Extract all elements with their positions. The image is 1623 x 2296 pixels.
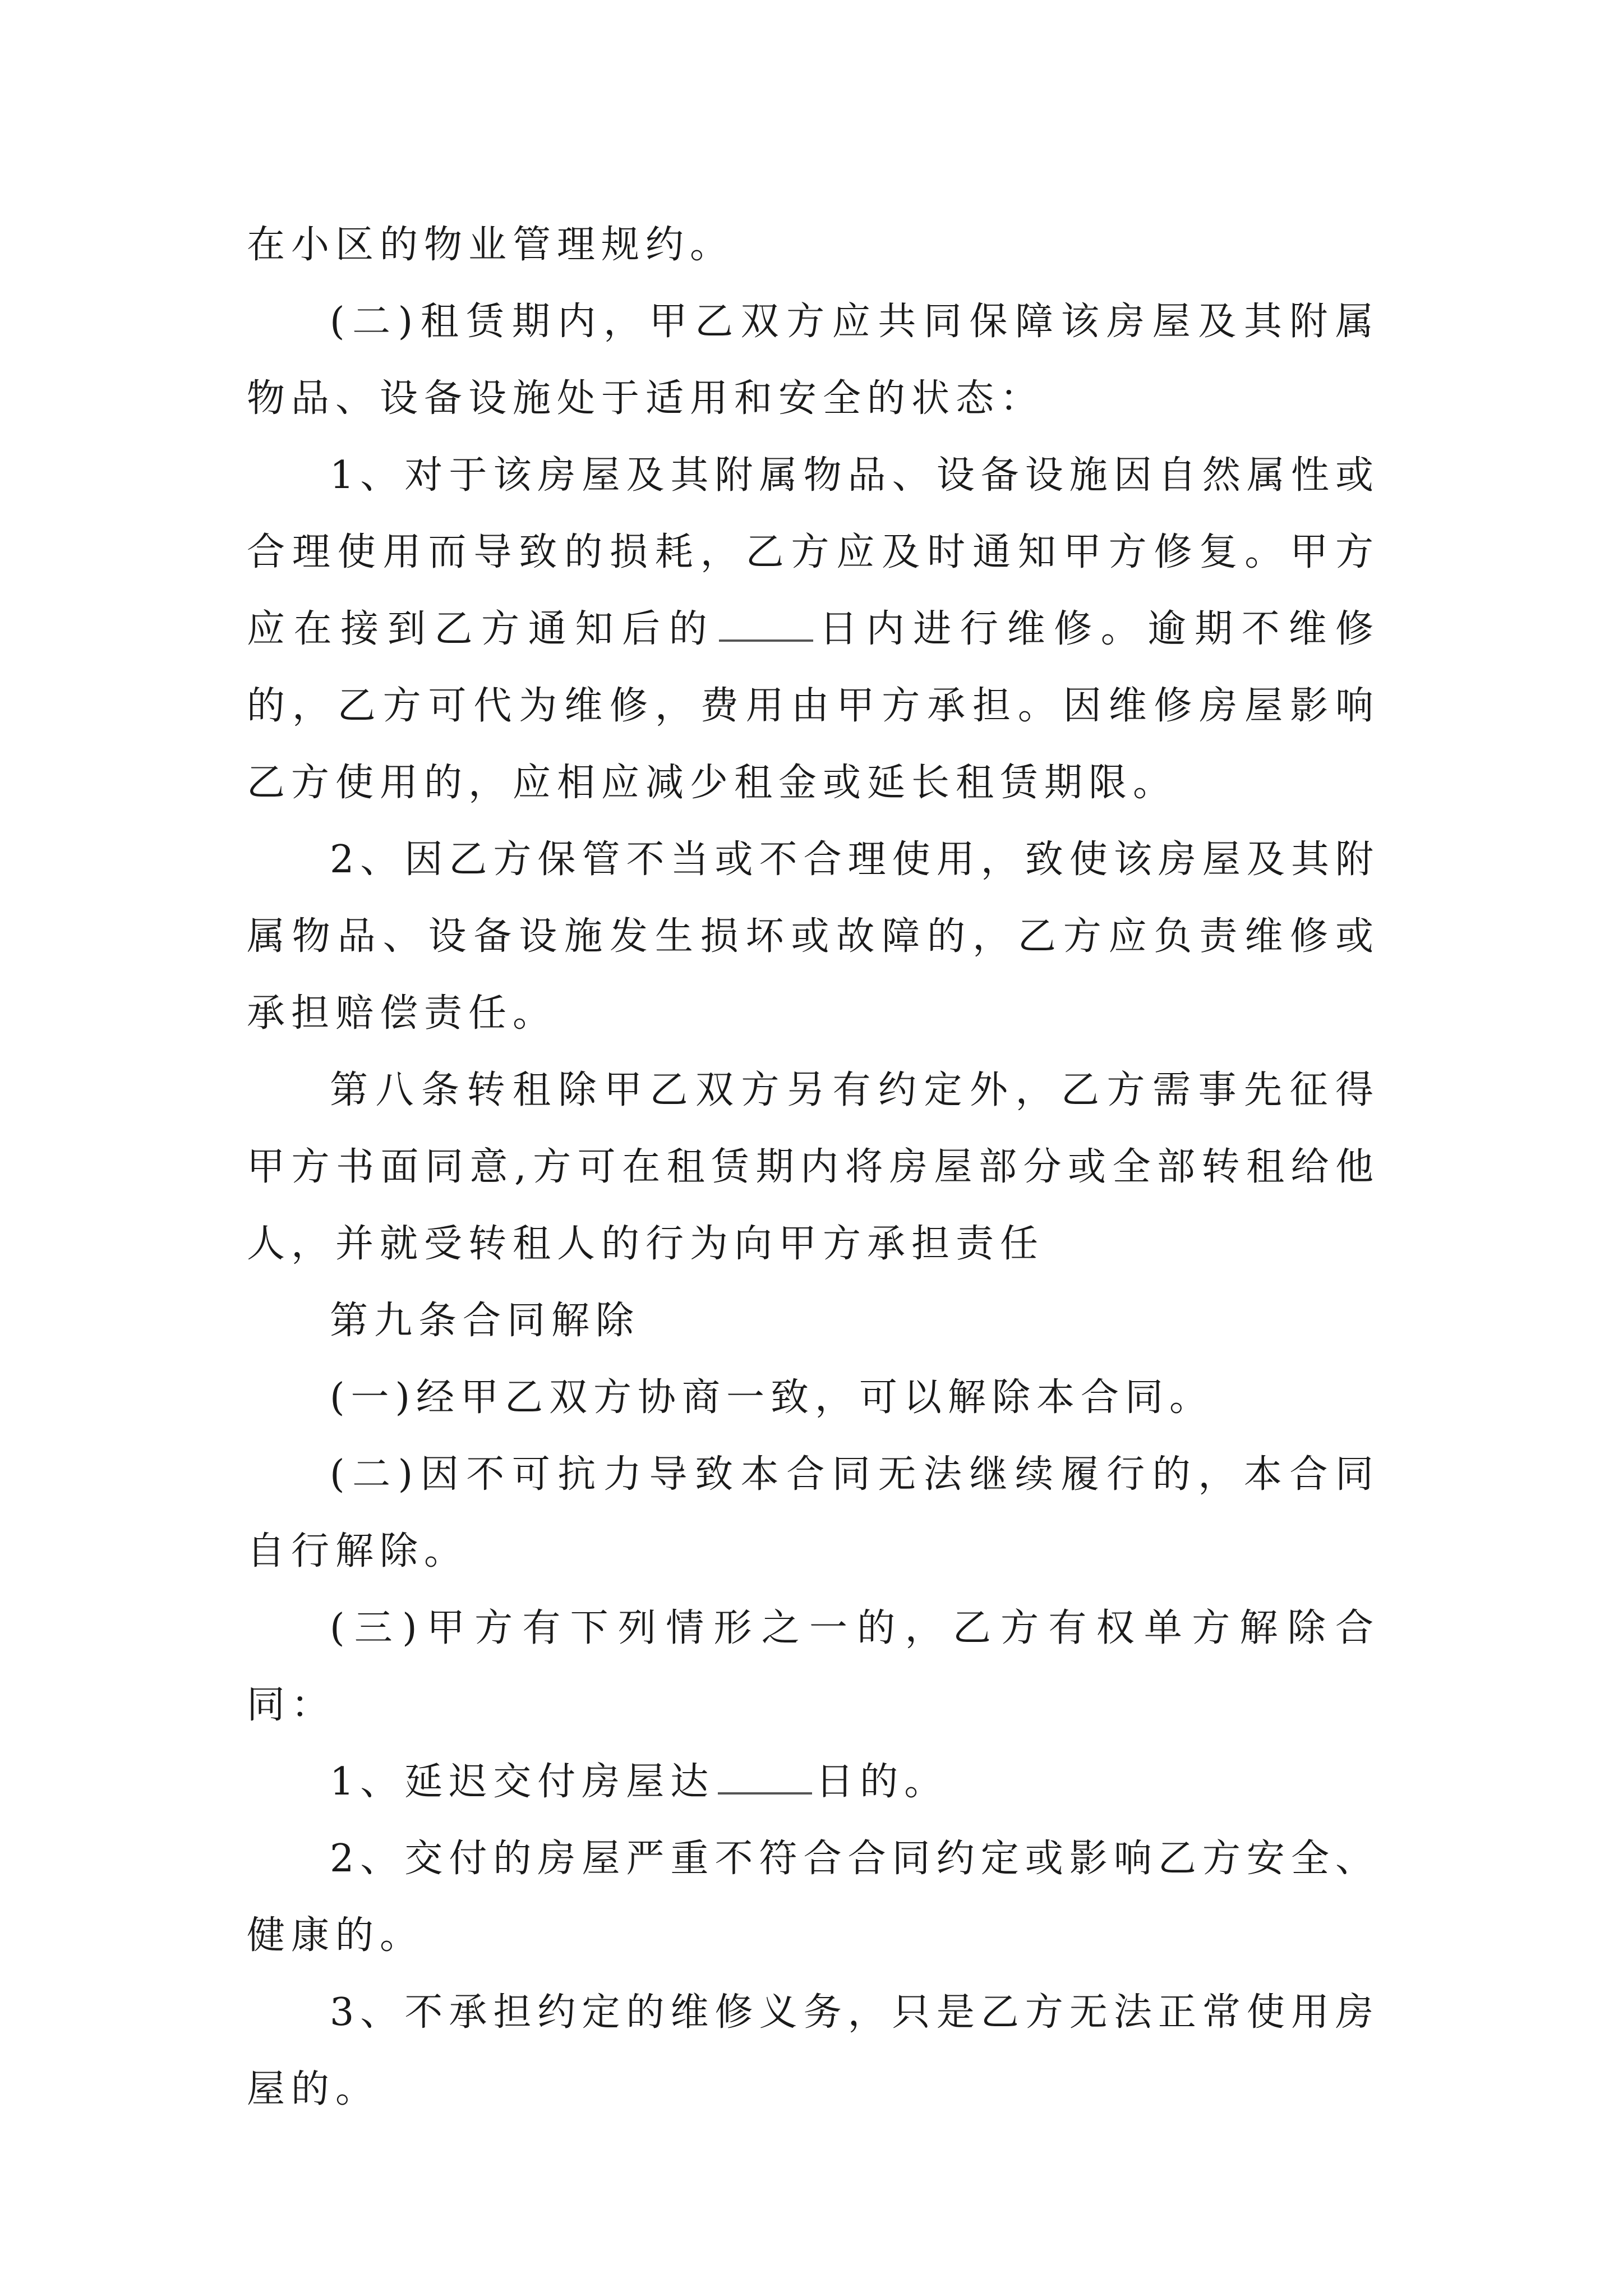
paragraph-unilateral-termination — [247, 1590, 1380, 1743]
paragraph-text: (三)甲方有下列情形之一的，乙方有权单方解除合同： — [247, 1606, 1380, 1727]
paragraph-text: 第九条合同解除 — [330, 1299, 640, 1343]
heading-article-9-termination — [247, 1282, 1380, 1359]
paragraph-text: 第八条转租除甲乙双方另有约定外，乙方需事先征得甲方书面同意,方可在租赁期内将房屋部分或全部转租给他人，并就受转租人的行为向甲方承担责任 — [247, 1068, 1380, 1266]
paragraph-text: (一)经甲乙双方协商一致，可以解除本合同。 — [330, 1375, 1214, 1420]
paragraph-text: (二)因不可抗力导致本合同无法继续履行的，本合同自行解除。 — [247, 1452, 1380, 1573]
paragraph-mutual-termination — [247, 1359, 1380, 1436]
paragraph-article-8-sublease — [247, 1052, 1380, 1282]
paragraph-natural-wear-repair — [247, 437, 1380, 821]
paragraph-property-rules — [247, 206, 1380, 283]
paragraph-text: 2、交付的房屋严重不符合合同约定或影响乙方安全、健康的。 — [247, 1837, 1380, 1958]
fill-in-blank-delay-days — [718, 1764, 812, 1795]
paragraph-text: 1、延迟交付房屋达 — [330, 1760, 715, 1804]
paragraph-text: 3、不承担约定的维修义务，只是乙方无法正常使用房屋的。 — [247, 1990, 1380, 2111]
paragraph-no-repair-obligation — [247, 1974, 1380, 2128]
paragraph-text: 在小区的物业管理规约。 — [247, 223, 735, 267]
paragraph-improper-use-liability — [247, 821, 1380, 1052]
paragraph-text: 1、对于该房屋及其附属物品、设备设施因自然属性或合理使用而导致的损耗，乙方应及时通知甲方修复。甲方应在接到乙方通知后的 — [247, 453, 1380, 651]
paragraph-text-continued: 日的。 — [815, 1760, 949, 1804]
paragraph-text: (二)租赁期内，甲乙双方应共同保障该房屋及其附属物品、设备设施处于适用和安全的状态： — [247, 300, 1380, 421]
paragraph-text-continued: 日内进行维修。逾期不维修的，乙方可代为维修，费用由甲方承担。因维修房屋影响乙方使用的，应相应减少租金或延长租赁期限。 — [247, 607, 1380, 805]
paragraph-maintenance-duty — [247, 283, 1380, 437]
paragraph-delayed-delivery — [247, 1743, 1380, 1820]
document-body — [247, 206, 1380, 2128]
paragraph-force-majeure — [247, 1436, 1380, 1590]
paragraph-nonconforming-house — [247, 1820, 1380, 1974]
paragraph-text: 2、因乙方保管不当或不合理使用，致使该房屋及其附属物品、设备设施发生损坏或故障的，乙方应负责维修或承担赔偿责任。 — [247, 838, 1380, 1036]
fill-in-blank-repair-days — [719, 611, 813, 642]
